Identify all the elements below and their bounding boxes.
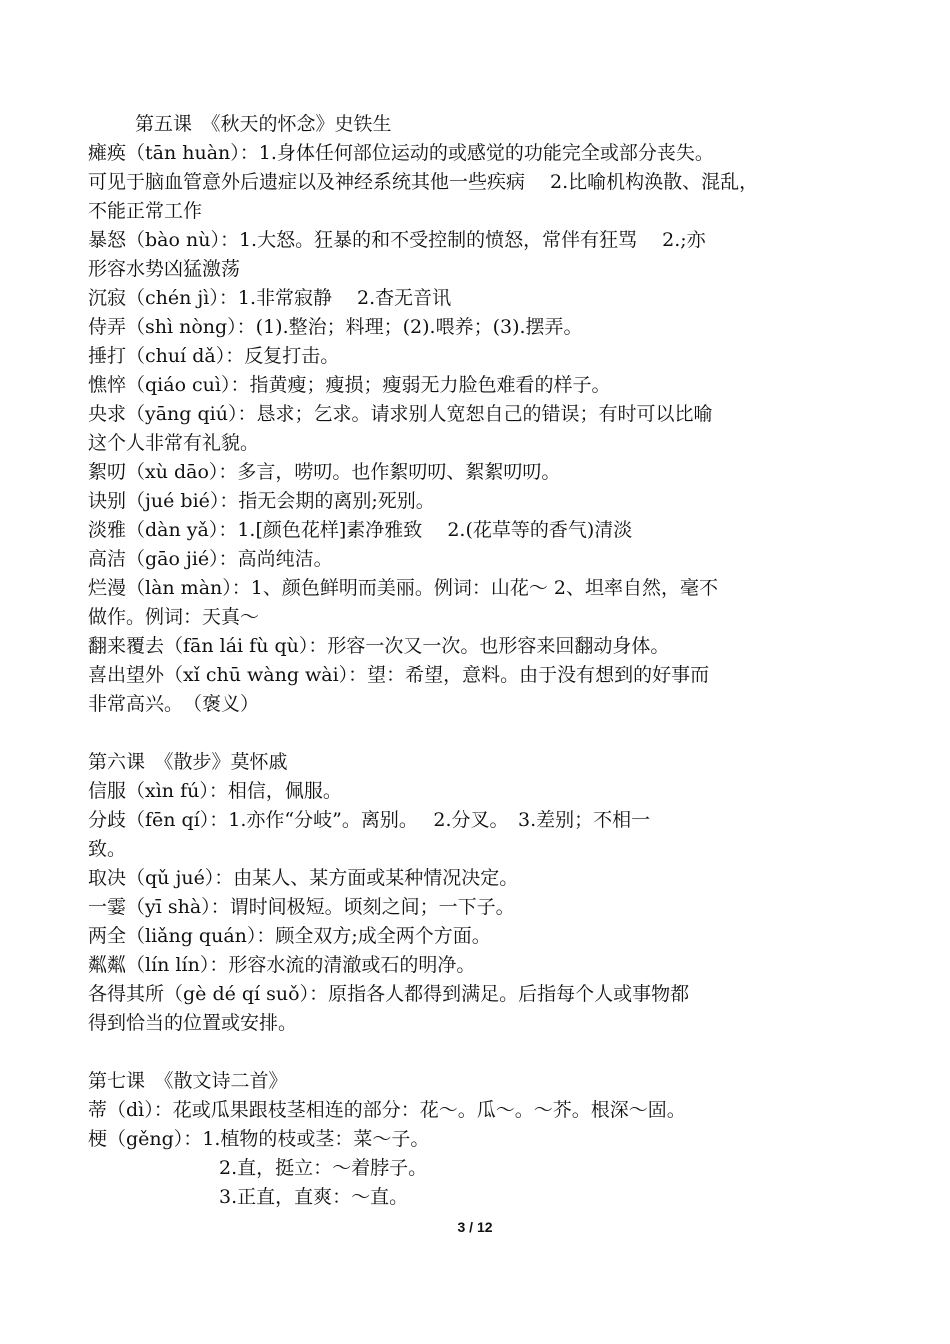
lesson6-heading: 第六课 《散步》莫怀戚 [88, 751, 288, 773]
entry-line: 翻来覆去（fān lái fù qù）：形容一次又一次。也形容来回翻动身体。 [88, 635, 670, 657]
entry-line: 可见于脑血管意外后遗症以及神经系统其他一些疾病 2.比喻机构涣散、混乱， [88, 171, 759, 193]
entry-line: 不能正常工作 [88, 200, 203, 222]
entry-line: 取决（qǔ jué）：由某人、某方面或某种情况决定。 [88, 867, 519, 889]
entry-line: 一霎（yī shà）：谓时间极短。顷刻之间；一下子。 [88, 896, 515, 918]
entry-line: 淡雅（dàn yǎ）：1.[颜色花样]素净雅致 2.(花草等的香气)清淡 [88, 519, 633, 541]
entry-line: 各得其所（gè dé qí suǒ）：原指各人都得到满足。后指每个人或事物都 [88, 983, 690, 1005]
entry-line: 非常高兴。 （褒义） [88, 693, 260, 715]
entry-line: 粼粼（lín lín）：形容水流的清澈或石的明净。 [88, 954, 476, 976]
entry-line: 形容水势凶猛激荡 [88, 258, 241, 280]
entry-line: 高洁（gāo jié）：高尚纯洁。 [88, 548, 333, 570]
entry-line: 蒂（dì）：花或瓜果跟枝茎相连的部分：花～。瓜～。～芥。根深～固。 [88, 1099, 686, 1121]
lesson7-heading: 第七课 《散文诗二首》 [88, 1070, 288, 1092]
entry-line: 烂漫（làn màn）：1、颜色鲜明而美丽。例词：山花～ 2、坦率自然，毫不 [88, 577, 718, 599]
entry-line: 喜出望外（xǐ chū wàng wài）：望：希望，意料。由于没有想到的好事而 [88, 664, 710, 686]
lesson5-heading: 第五课 《秋天的怀念》史铁生 [135, 113, 392, 135]
entry-line: 2.直，挺立：～着脖子。 [219, 1157, 428, 1179]
entry-line: 两全（liǎng quán）：顾全双方;成全两个方面。 [88, 925, 491, 947]
entry-line: 捶打（chuí dǎ）：反复打击。 [88, 345, 340, 367]
entry-line: 梗（gěng）：1.植物的枝或茎：菜～子。 [88, 1128, 430, 1150]
entry-line: 致。 [88, 838, 127, 860]
entry-line: 沉寂（chén jì）：1.非常寂静 2.杳无音讯 [88, 287, 452, 309]
entry-line: 瘫痪（tān huàn）：1.身体任何部位运动的或感觉的功能完全或部分丧失。 [88, 142, 714, 164]
entry-line: 3.正直，直爽：～直。 [219, 1186, 409, 1208]
entry-line: 央求（yāng qiú）：恳求；乞求。请求别人宽恕自己的错误；有时可以比喻 [88, 403, 713, 425]
entry-line: 暴怒（bào nù）：1.大怒。狂暴的和不受控制的愤怒，常伴有狂骂 2.;亦 [88, 229, 706, 251]
entry-line: 信服（xìn fú）：相信，佩服。 [88, 780, 342, 802]
entry-line: 做作。例词：天真～ [88, 606, 260, 628]
entry-line: 侍弄（shì nòng）：(1).整治；料理；(2).喂养；(3).摆弄。 [88, 316, 583, 338]
entry-line: 分歧（fēn qí）：1.亦作“分岐”。离别。 2.分叉。 3.差别；不相一 [88, 809, 651, 831]
entry-line: 憔悴（qiáo cuì）：指黄瘦；瘦损；瘦弱无力脸色难看的样子。 [88, 374, 611, 396]
entry-line: 絮叨（xù dāo）：多言，唠叨。也作絮叨叨、絮絮叨叨。 [88, 461, 561, 483]
entry-line: 得到恰当的位置或安排。 [88, 1012, 298, 1034]
entry-line: 这个人非常有礼貌。 [88, 432, 260, 454]
page-number: 3 / 12 [457, 1219, 493, 1235]
entry-line: 诀别（jué bié）：指无会期的离别;死别。 [88, 490, 435, 512]
